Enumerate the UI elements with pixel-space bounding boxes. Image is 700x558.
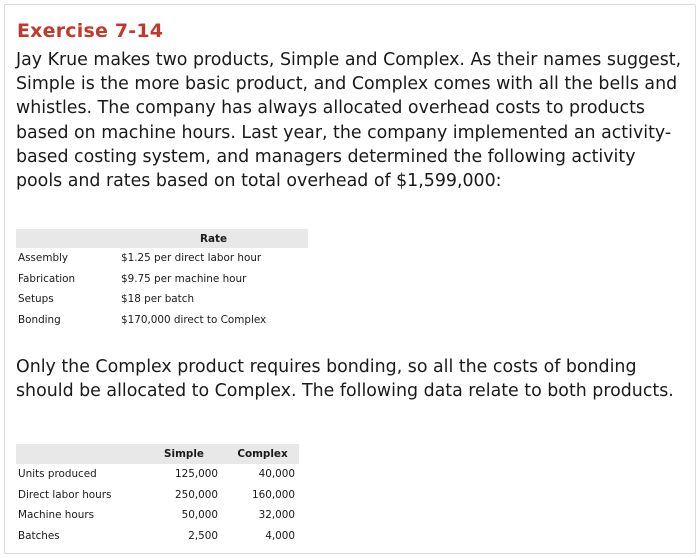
- table-row: [16, 289, 308, 310]
- table-row: [16, 248, 308, 269]
- intro-paragraph: Jay Krue makes two products, Simple and Complex. As their names suggest, Simple is the more basic product, and Complex comes with all the bells and whistles. The company has always allocated overhead costs to products based on machine hours. Last year, the company implemented an activity-based costing system, and managers determined the following activity pools and rates based on total overhead of $1,599,000:: [16, 50, 682, 192]
- rates-header-row: [16, 229, 308, 248]
- header-complex: Complex: [226, 444, 299, 464]
- data-header-blank: [16, 444, 142, 464]
- product-data-table: [16, 444, 299, 546]
- header-simple: Simple: [142, 444, 226, 464]
- simple-value: 2,500: [188, 529, 218, 542]
- bonding-paragraph: Only the Complex product requires bonding, so all the costs of bonding should be allocated to Complex. The following data relate to both products.: [16, 357, 674, 402]
- row-label: Units produced: [18, 468, 97, 481]
- activity-label: Assembly: [18, 252, 69, 265]
- row-label: Batches: [18, 529, 60, 542]
- activity-label: Setups: [18, 293, 54, 306]
- activity-rate: $18 per batch: [121, 293, 195, 306]
- rates-header-rate: Rate: [119, 229, 308, 248]
- table-row: [16, 464, 299, 485]
- table-row: [16, 269, 308, 290]
- activity-rate: $9.75 per machine hour: [121, 272, 247, 285]
- row-label: Direct labor hours: [18, 488, 112, 501]
- activity-rate: $170,000 direct to Complex: [121, 313, 267, 326]
- complex-value: 160,000: [252, 488, 295, 501]
- table-row: [16, 485, 299, 506]
- activity-rate: $1.25 per direct labor hour: [121, 252, 262, 265]
- data-header-row: [16, 444, 299, 464]
- complex-value: 4,000: [265, 529, 295, 542]
- row-label: Machine hours: [18, 509, 95, 522]
- table-row: [16, 310, 308, 331]
- exercise-title: Exercise 7-14: [17, 20, 164, 42]
- table-row: [16, 505, 299, 526]
- activity-label: Fabrication: [18, 272, 76, 285]
- simple-value: 125,000: [175, 468, 218, 481]
- table-row: [16, 526, 299, 547]
- complex-value: 40,000: [258, 468, 295, 481]
- activity-label: Bonding: [18, 313, 61, 326]
- rates-header-blank: [16, 229, 119, 248]
- complex-value: 32,000: [258, 509, 295, 522]
- simple-value: 50,000: [181, 509, 218, 522]
- activity-rates-table: [16, 229, 308, 330]
- simple-value: 250,000: [175, 488, 218, 501]
